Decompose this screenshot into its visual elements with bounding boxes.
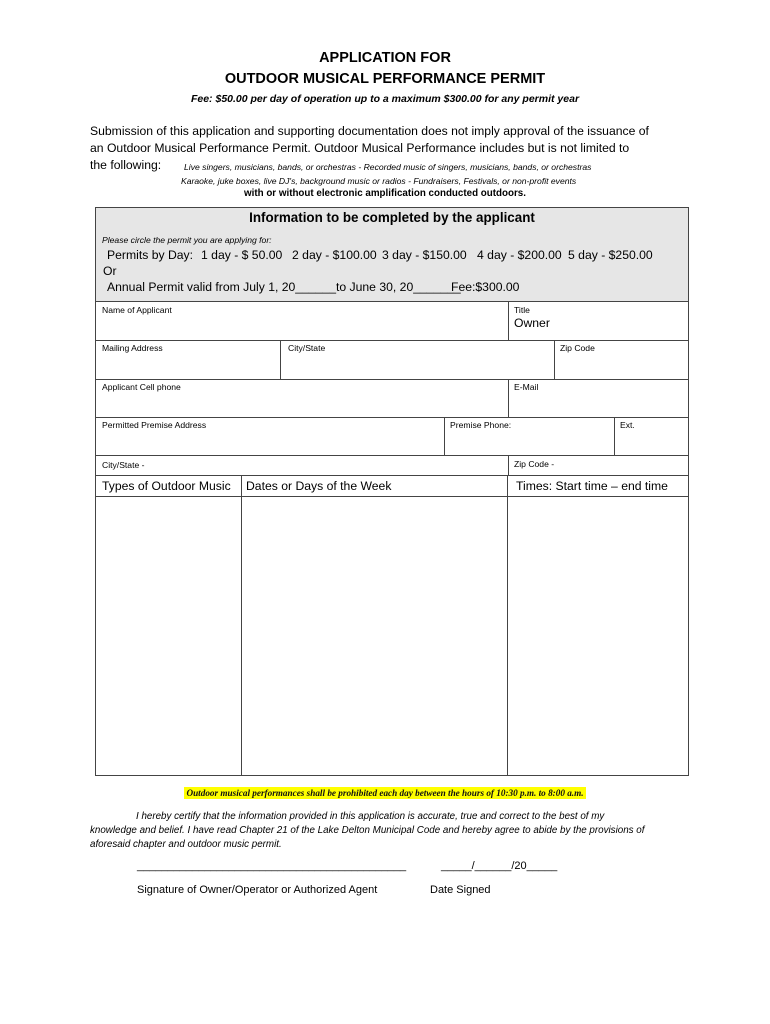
premise-address-label: Permitted Premise Address [102, 420, 207, 430]
title-label: Title [514, 305, 530, 315]
signature-line[interactable]: ____________________________________________ [137, 860, 407, 872]
permit-option-2-day[interactable]: 2 day - $100.00 [292, 248, 377, 262]
name-of-applicant-label: Name of Applicant [102, 305, 172, 315]
fee-statement: Fee: $50.00 per day of operation up to a maximum $300.00 for any permit year [190, 93, 580, 105]
premise-city-state-field[interactable] [160, 458, 506, 474]
types-of-music-entry[interactable] [96, 497, 240, 775]
date-signed-line[interactable]: _____/______/20_____ [441, 860, 558, 872]
col-dates-days: Dates or Days of the Week [246, 479, 392, 493]
certification-line1: I hereby certify that the information provided in this application is accurate, true and correct to the best of my [136, 811, 605, 822]
ext-field[interactable] [616, 430, 687, 454]
certification-line3: aforesaid chapter and outdoor music permit. [90, 839, 282, 850]
intro-line1: Submission of this application and supporting documentation does not imply approval of the issuance of [90, 124, 649, 138]
section-title: Information to be completed by the applicant [249, 210, 535, 225]
city-state-field[interactable] [282, 353, 552, 378]
annual-permit-option[interactable]: Annual Permit valid from July 1, 20______to June 30, 20_______ [107, 280, 461, 294]
circle-instruction: Please circle the permit you are applying for: [102, 235, 272, 245]
ext-label: Ext. [620, 420, 635, 430]
col-types-of-music: Types of Outdoor Music [102, 479, 231, 493]
email-label: E-Mail [514, 382, 539, 392]
permits-by-day-label: Permits by Day: [107, 248, 194, 262]
amplification-note: with or without electronic amplification conducted outdoors. [244, 188, 526, 199]
dates-days-entry[interactable] [242, 497, 506, 775]
examples-line2: Karaoke, juke boxes, live DJ's, background music or radios - Fundraisers, Festivals, or non-profit events [181, 176, 577, 186]
mailing-address-field[interactable] [96, 353, 278, 378]
cell-phone-field[interactable] [96, 392, 506, 416]
premise-phone-label: Premise Phone: [450, 420, 512, 430]
intro-line3: the following: [90, 158, 162, 172]
premise-address-field[interactable] [96, 430, 442, 454]
col-times: Times: Start time – end time [516, 479, 668, 493]
zip-code-label: Zip Code [560, 343, 595, 353]
permit-option-3-day[interactable]: 3 day - $150.00 [382, 248, 467, 262]
zip-code-field[interactable] [556, 353, 687, 378]
premise-zip-code-field[interactable] [560, 458, 687, 474]
permit-option-1-day[interactable]: 1 day - $ 50.00 [201, 248, 283, 262]
premise-phone-field[interactable] [446, 430, 612, 454]
permit-option-4-day[interactable]: 4 day - $200.00 [477, 248, 562, 262]
premise-zip-code-label: Zip Code - [514, 459, 555, 469]
hours-notice: Outdoor musical performances shall be prohibited each day between the hours of 10:30 p.m. to 8:00 a.m. [186, 788, 584, 798]
name-of-applicant-field[interactable] [96, 314, 506, 339]
city-state-label: City/State [288, 343, 326, 353]
document-title-line2: OUTDOOR MUSICAL PERFORMANCE PERMIT [224, 71, 546, 87]
mailing-address-label: Mailing Address [102, 343, 163, 353]
intro-line2: an Outdoor Musical Performance Permit. Outdoor Musical Performance includes but is not limited to [90, 141, 630, 155]
permit-option-5-day[interactable]: 5 day - $250.00 [568, 248, 653, 262]
examples-line1: Live singers, musicians, bands, or orchestras - Recorded music of singers, musicians, bands, or orchestras [184, 162, 592, 172]
document-title-line1: APPLICATION FOR [319, 50, 451, 66]
email-field[interactable] [510, 392, 687, 416]
certification-line2: knowledge and belief. I have read Chapter 21 of the Lake Delton Municipal Code and hereby agree to abide by the provisions of [90, 825, 645, 836]
date-signed-label: Date Signed [430, 884, 491, 896]
or-label: Or [103, 264, 117, 278]
signature-label: Signature of Owner/Operator or Authorized Agent [137, 884, 378, 896]
title-field[interactable]: Owner [514, 316, 550, 330]
annual-fee: Fee:$300.00 [451, 280, 520, 294]
premise-city-state-label: City/State - [102, 460, 145, 470]
times-entry[interactable] [508, 497, 687, 775]
cell-phone-label: Applicant Cell phone [102, 382, 181, 392]
